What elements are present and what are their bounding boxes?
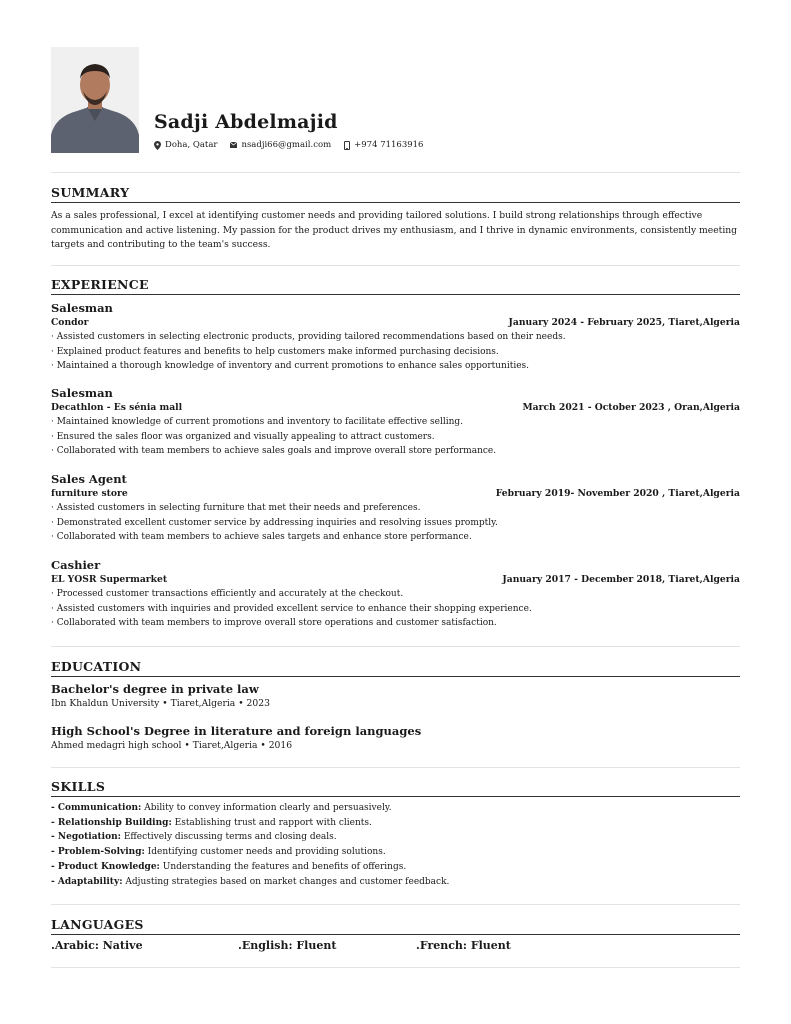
skill-desc: Ability to convey information clearly and persuasively. — [141, 803, 392, 813]
job-entry — [51, 557, 740, 631]
job-bullet: · Demonstrated excellent customer service by addressing inquiries and resolving issues promptly. — [51, 517, 498, 528]
job-entry — [51, 471, 740, 545]
location-pin-icon — [154, 141, 161, 150]
job-date-location: March 2021 - October 2023 , Oran,Algeria — [522, 402, 740, 413]
phone-text: +974 71163916 — [354, 140, 424, 150]
education-entry — [51, 724, 740, 753]
candidate-name: Sadji Abdelmajid — [154, 111, 338, 133]
job-company: furniture store — [51, 488, 128, 499]
skill-name: - Problem-Solving: — [51, 847, 145, 858]
job-bullet: · Ensured the sales floor was organized and visually appealing to attract customers. — [51, 431, 435, 442]
job-bullet: · Collaborated with team members to achieve sales goals and improve overall store performance. — [51, 446, 497, 457]
job-bullet: · Explained product features and benefits to help customers make informed purchasing decisions. — [51, 346, 499, 357]
skill-item — [51, 816, 740, 831]
section-divider — [51, 265, 740, 266]
skill-name: - Adaptability: — [51, 876, 123, 887]
education-heading: EDUCATION — [51, 659, 740, 677]
job-bullet: · Assisted customers in selecting furniture that met their needs and preferences. — [51, 503, 421, 513]
degree-details: Ahmed medagri high school • Tiaret,Algeria • 2016 — [51, 740, 293, 751]
degree-title: Bachelor's degree in private law — [51, 682, 259, 696]
profile-photo-illustration — [51, 47, 139, 153]
skills-section — [51, 779, 740, 889]
section-divider — [51, 967, 740, 968]
skill-desc: Effectively discussing terms and closing deals. — [120, 832, 337, 843]
job-title: Cashier — [51, 558, 101, 572]
phone-icon — [344, 141, 350, 150]
job-bullet: · Collaborated with team members to improve overall store operations and customer satisfaction. — [51, 618, 497, 629]
job-company: EL YOSR Supermarket — [51, 574, 168, 585]
job-bullet: · Assisted customers in selecting electronic products, providing tailored recommendations based on their needs. — [51, 332, 566, 342]
job-bullet: · Assisted customers with inquiries and provided excellent service to enhance their shopping experience. — [51, 603, 532, 614]
job-bullet: · Collaborated with team members to achieve sales targets and enhance store performance. — [51, 532, 472, 543]
section-divider — [51, 767, 740, 768]
degree-details: Ibn Khaldun University • Tiaret,Algeria • 2023 — [51, 698, 270, 709]
skills-heading: SKILLS — [51, 779, 740, 797]
experience-heading: EXPERIENCE — [51, 277, 740, 295]
job-bullet: · Maintained a thorough knowledge of inventory and current promotions to enhance sales opportunities. — [51, 361, 530, 372]
email-icon — [230, 142, 237, 148]
job-company: Condor — [51, 317, 89, 328]
languages-section — [51, 917, 740, 955]
job-entry — [51, 300, 740, 374]
job-date-location: February 2019- November 2020 , Tiaret,Algeria — [495, 488, 740, 499]
language-item: .Arabic: Native — [51, 939, 143, 952]
languages-heading: LANGUAGES — [51, 917, 740, 935]
job-company: Decathlon - Es sénia mall — [51, 402, 183, 413]
degree-title: High School's Degree in literature and foreign languages — [51, 724, 422, 738]
email-link[interactable]: nsadji66@gmail.com — [241, 140, 332, 150]
job-entry — [51, 385, 740, 459]
education-entry — [51, 682, 740, 711]
summary-text: As a sales professional, I excel at identifying customer needs and providing tailored solutions. I build strong relationships through effective communication and active listening. My passion for the product drives my enthusiasm, and I thrive in dynamic environments, consistently meeting targets and contributing to the team's success. — [51, 210, 738, 250]
education-section — [51, 659, 740, 677]
summary-heading: SUMMARY — [51, 185, 740, 203]
section-divider — [51, 904, 740, 905]
skill-desc: Adjusting strategies based on market changes and customer feedback. — [122, 876, 450, 887]
skill-item — [51, 830, 740, 845]
contact-line — [154, 140, 423, 150]
skill-item — [51, 801, 740, 816]
section-divider — [51, 646, 740, 647]
job-title: Salesman — [51, 301, 113, 315]
resume-header — [51, 47, 740, 157]
skill-name: - Negotiation: — [51, 832, 121, 843]
skill-name: - Product Knowledge: — [51, 861, 160, 872]
language-item: .French: Fluent — [416, 939, 511, 952]
skill-name: - Relationship Building: — [51, 817, 172, 828]
skill-desc: Identifying customer needs and providing solutions. — [144, 847, 386, 858]
summary-section — [51, 185, 740, 253]
section-divider — [51, 172, 740, 173]
location-text: Doha, Qatar — [165, 140, 218, 150]
skill-desc: Establishing trust and rapport with clients. — [171, 817, 372, 828]
skill-desc: Understanding the features and benefits of offerings. — [159, 861, 407, 872]
job-title: Sales Agent — [51, 472, 127, 486]
skill-item — [51, 875, 740, 890]
job-bullet: · Maintained knowledge of current promotions and inventory to facilitate effective selling. — [51, 417, 464, 427]
job-date-location: January 2024 - February 2025, Tiaret,Algeria — [508, 317, 740, 328]
skill-item — [51, 860, 740, 875]
job-title: Salesman — [51, 386, 113, 400]
skill-item — [51, 845, 740, 860]
job-bullet: · Processed customer transactions efficiently and accurately at the checkout. — [51, 589, 404, 599]
profile-photo — [51, 47, 139, 153]
job-date-location: January 2017 - December 2018, Tiaret,Algeria — [502, 574, 740, 585]
experience-section — [51, 277, 740, 295]
skill-name: - Communication: — [51, 803, 142, 813]
language-item: .English: Fluent — [238, 939, 337, 952]
